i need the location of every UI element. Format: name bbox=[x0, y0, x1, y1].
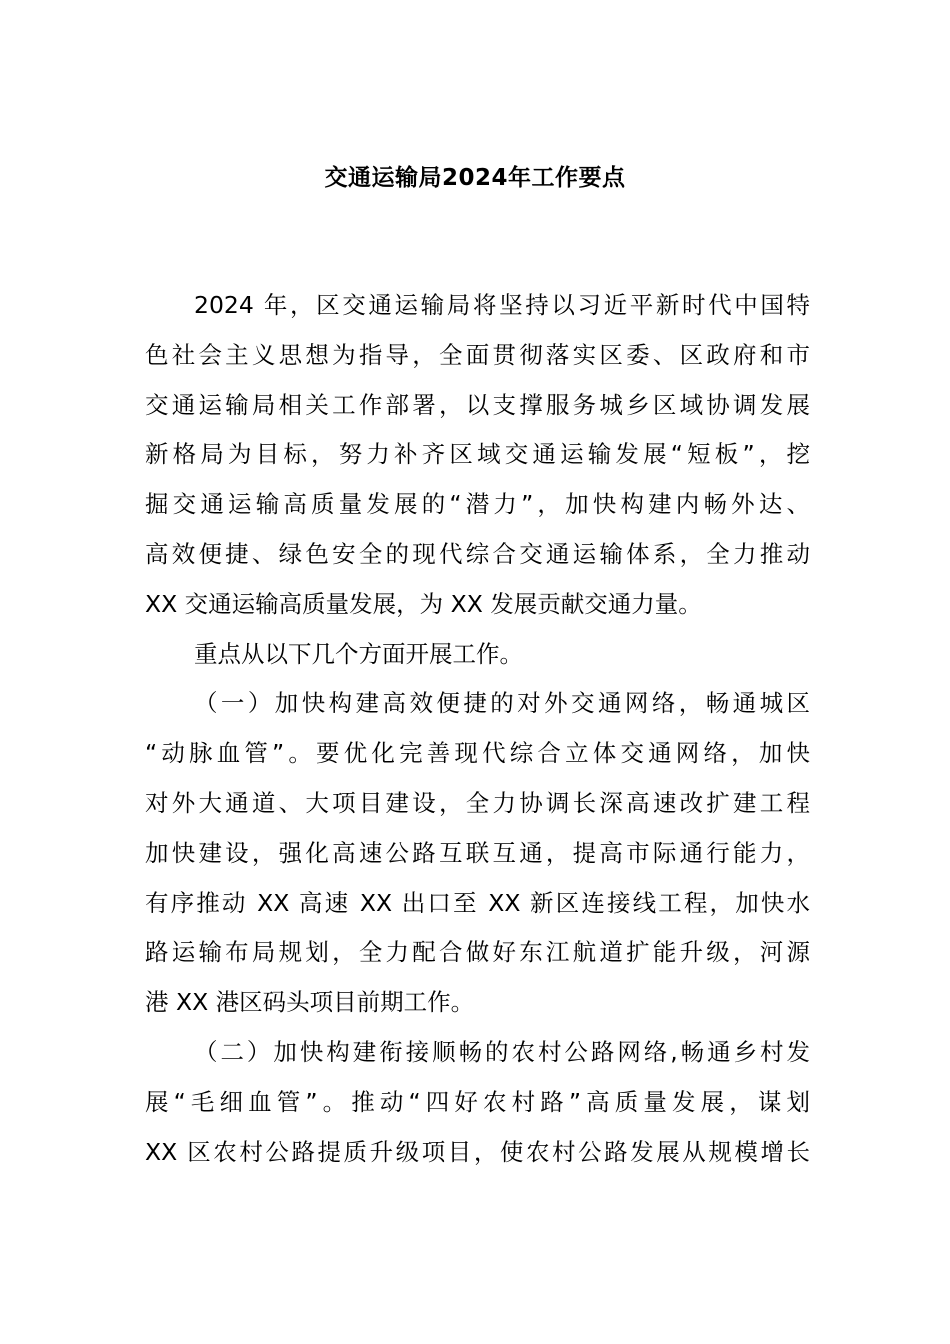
body-line: 高效便捷、绿色安全的现代综合交通运输体系，全力推动 bbox=[145, 539, 810, 568]
body-line: 展“毛细血管”。推动“四好农村路”高质量发展，谋划 bbox=[145, 1087, 810, 1116]
body-line: XX 区农村公路提质升级项目，使农村公路发展从规模增长 bbox=[145, 1137, 810, 1166]
body-line: 重点从以下几个方面开展工作。 bbox=[194, 639, 523, 668]
body-line: （二）加快构建衔接顺畅的农村公路网络,畅通乡村发 bbox=[194, 1037, 810, 1066]
body-line: 港 XX 港区码头项目前期工作。 bbox=[145, 988, 475, 1017]
body-line: “动脉血管”。要优化完善现代综合立体交通网络，加快 bbox=[145, 739, 810, 768]
document-body bbox=[145, 281, 810, 1177]
body-line: 掘交通运输高质量发展的“潜力”，加快构建内畅外达、 bbox=[145, 490, 810, 519]
body-line: 有序推动 XX 高速 XX 出口至 XX 新区连接线工程，加快水 bbox=[145, 888, 810, 917]
body-line: XX 交通运输高质量发展，为 XX 发展贡献交通力量。 bbox=[145, 589, 702, 618]
body-line: （一）加快构建高效便捷的对外交通网络，畅通城区 bbox=[194, 689, 810, 718]
body-line: 色社会主义思想为指导，全面贯彻落实区委、区政府和市 bbox=[145, 340, 810, 369]
body-line: 加快建设，强化高速公路互联互通，提高市际通行能力， bbox=[145, 838, 810, 867]
body-line: 2024 年，区交通运输局将坚持以习近平新时代中国特 bbox=[194, 291, 810, 319]
body-line: 对外大通道、大项目建设，全力协调长深高速改扩建工程 bbox=[145, 788, 810, 817]
body-line: 路运输布局规划，全力配合做好东江航道扩能升级，河源 bbox=[145, 938, 810, 967]
body-line: 交通运输局相关工作部署，以支撑服务城乡区域协调发展 bbox=[145, 390, 810, 419]
body-line: 新格局为目标，努力补齐区域交通运输发展“短板”，挖 bbox=[145, 440, 810, 469]
document-title: 交通运输局2024年工作要点 bbox=[324, 165, 626, 191]
